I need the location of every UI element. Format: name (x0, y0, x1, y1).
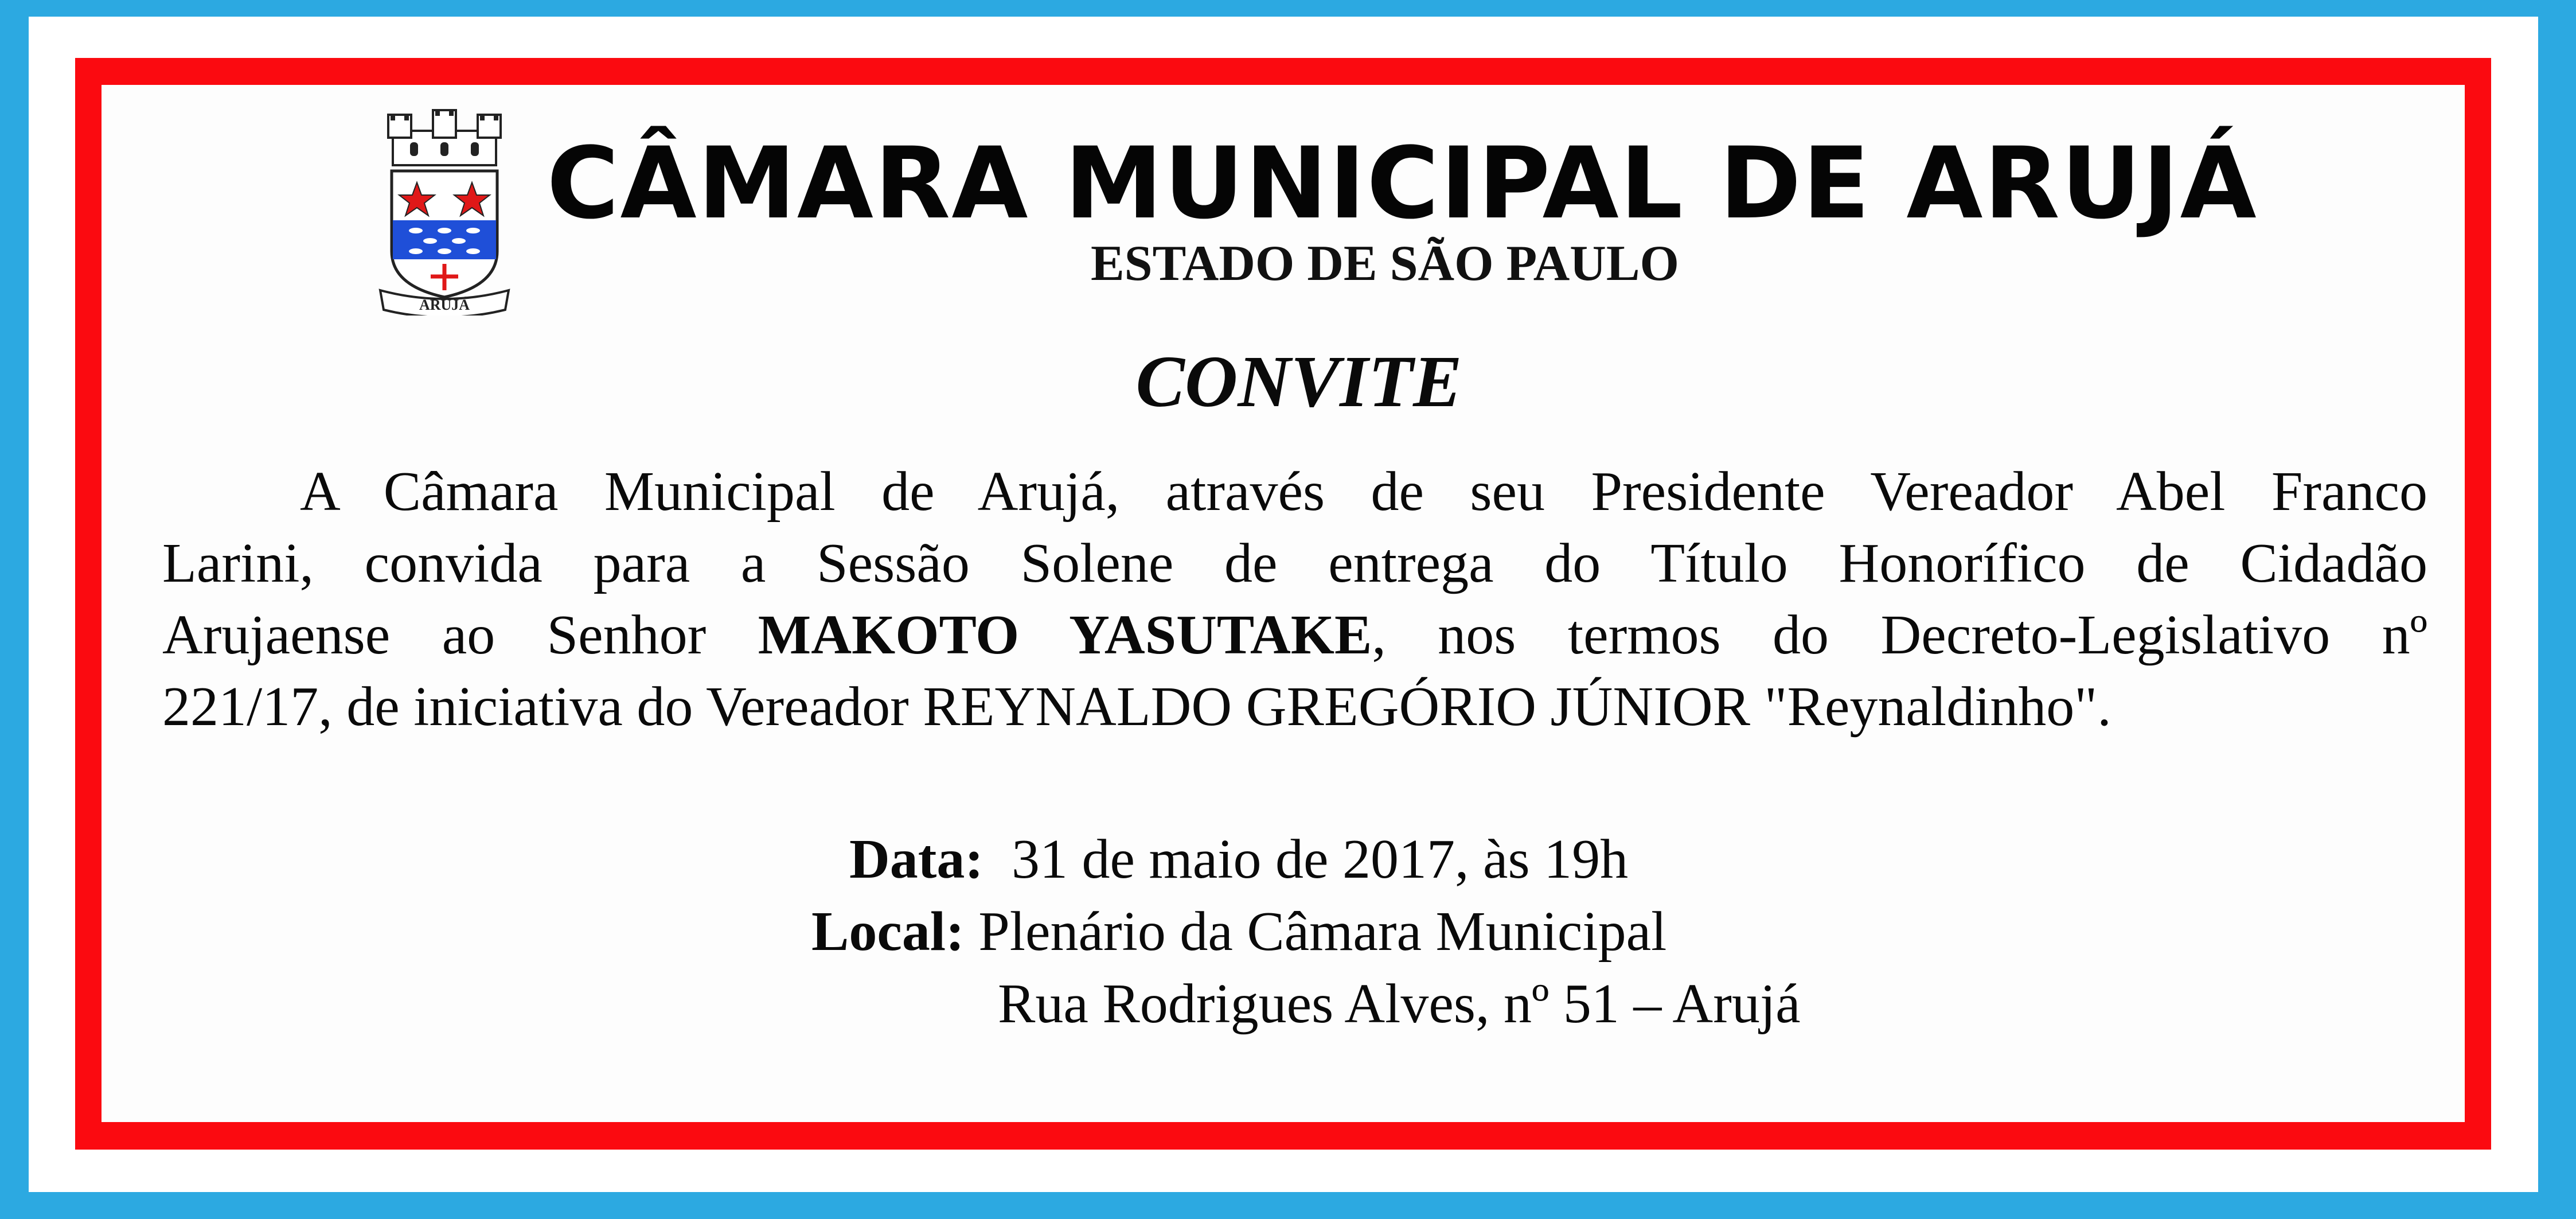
svg-text:ARUJÁ: ARUJÁ (419, 297, 470, 313)
invitation-heading: CONVITE (1135, 341, 1462, 422)
body-line-3 (162, 599, 2427, 671)
body-line-1: A Câmara Municipal de Arujá, através de seu Presidente Vereador Abel Franco (300, 461, 2427, 523)
body-line-2: Larini, convida para a Sessão Solene de entrega do Título Honorífico de Cidadão (162, 532, 2427, 594)
date-label: Data: (849, 828, 984, 890)
place-line-2: Rua Rodrigues Alves, nº 51 – Arujá (998, 973, 1801, 1035)
state-subtitle: ESTADO DE SÃO PAULO (1090, 236, 1679, 291)
place-row (811, 895, 2073, 968)
invitation-body (162, 456, 2427, 743)
date-value: 31 de maio de 2017, às 19h (1012, 828, 1629, 890)
place-label: Local: (811, 901, 965, 963)
coat-of-arms-icon (376, 108, 513, 316)
body-line-3-end: , nos termos do Decreto-Legislativo nº (1372, 604, 2427, 666)
date-row (811, 823, 2073, 895)
address-row (811, 968, 2073, 1040)
honoree-name: MAKOTO YASUTAKE (758, 604, 1372, 666)
event-details (811, 823, 2073, 1040)
page-title: CÂMARA MUNICIPAL DE ARUJÁ (547, 126, 2258, 241)
body-line-4: 221/17, de iniciativa do Vereador REYNALDO GREGÓRIO JÚNIOR "Reynaldinho". (162, 676, 2111, 738)
body-line-3-start: Arujaense ao Senhor (162, 604, 758, 666)
place-line-1: Plenário da Câmara Municipal (978, 901, 1667, 963)
invitation-card (9, 0, 2567, 1219)
